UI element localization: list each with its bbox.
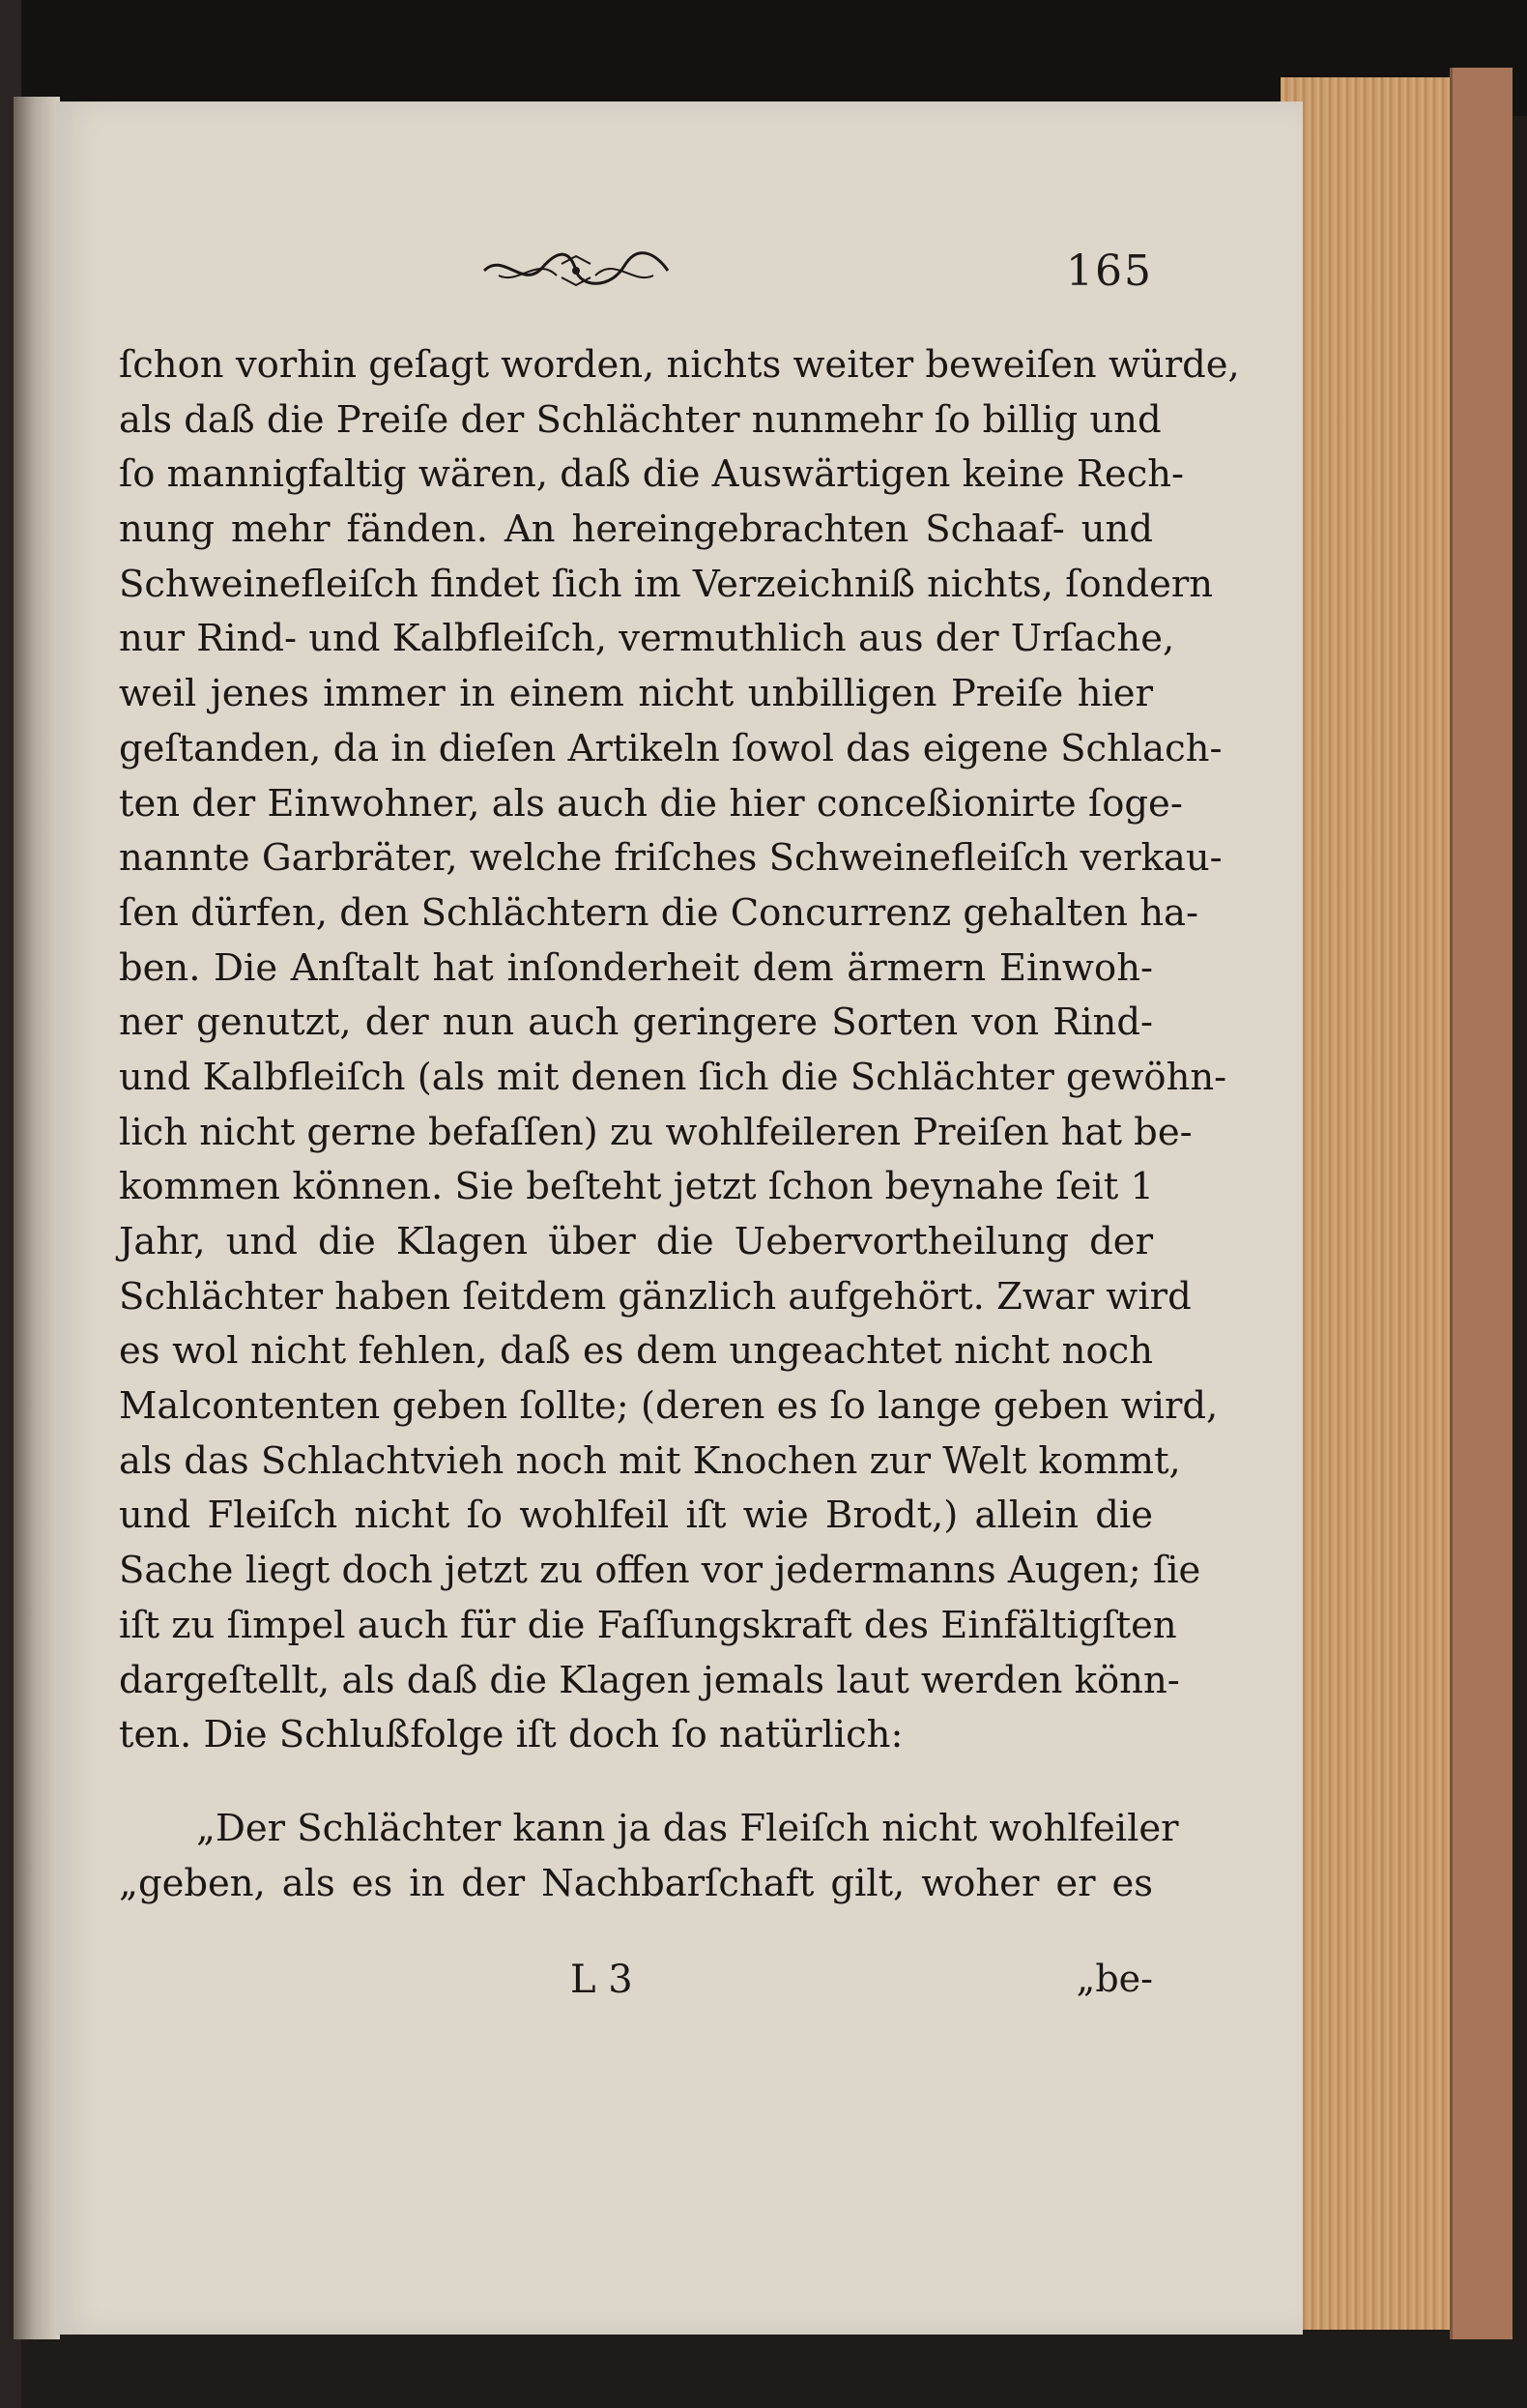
text-line: ſo mannigfaltig wären, daß die Auswärtigen keine Rech-	[119, 452, 1185, 497]
headpiece-ornament-icon	[479, 247, 673, 295]
text-line: nur Rind- und Kalbfleiſch, vermuthlich aus der Urſache,	[119, 617, 1175, 661]
text-line: lich nicht gerne befaſſen) zu wohlfeileren Preiſen hat be-	[119, 1110, 1193, 1154]
text-line: nannte Garbräter, welche friſches Schweinefleiſch verkau-	[119, 836, 1223, 881]
text-line: ben. Die Anſtalt hat inſonderheit dem ärmern Einwoh-	[119, 945, 1153, 990]
paragraph-gap	[119, 1763, 1153, 1802]
text-line: dargeſtellt, als daß die Klagen jemals laut werden könn-	[119, 1658, 1180, 1702]
quote-line: „Der Schlächter kann ja das Fleiſch nicht wohlfeiler	[196, 1806, 1179, 1850]
text-line: ſchon vorhin geſagt worden, nichts weiter beweiſen würde,	[119, 343, 1240, 387]
text-line: nung mehr fänden. An hereingebrachten Schaaf- und	[119, 508, 1153, 552]
text-line: ſen dürfen, den Schlächtern die Concurrenz gehalten ha-	[119, 890, 1198, 935]
text-line: es wol nicht fehlen, daß es dem ungeachtet nicht noch	[119, 1329, 1153, 1374]
text-line: iſt zu ſimpel auch für die Faſſungskraft des Einfältigſten	[119, 1603, 1177, 1647]
text-line: ten der Einwohner, als auch die hier conceßionirte ſoge-	[119, 781, 1183, 826]
text-line: ten. Die Schlußfolge iſt doch ſo natürlich:	[119, 1713, 904, 1757]
text-line: Schweinefleiſch findet ſich im Verzeichniß nichts, ſondern	[119, 562, 1214, 606]
page-header	[119, 247, 1153, 305]
signature-mark: L 3	[570, 1958, 633, 2002]
catchword: „be-	[1076, 1958, 1153, 2000]
text-line: geſtanden, da in dieſen Artikeln ſowol das eigene Schlach-	[119, 726, 1223, 770]
book-cover-edge	[1450, 68, 1513, 2339]
text-line: und Kalbfleiſch (als mit denen ſich die Schlächter gewöhn-	[119, 1055, 1227, 1099]
text-line: als das Schlachtvieh noch mit Knochen zur Welt kommt,	[119, 1438, 1181, 1483]
text-line: weil jenes immer in einem nicht unbilligen Preiſe hier	[119, 672, 1153, 716]
text-line: Schlächter haben ſeitdem gänzlich aufgehört. Zwar wird	[119, 1274, 1192, 1319]
text-line: und Fleiſch nicht ſo wohlfeil iſt wie Brodt,) allein die	[119, 1494, 1153, 1538]
left-page-edge	[14, 97, 60, 2339]
body-text	[119, 338, 1240, 1911]
quote-line: „geben, als es in der Nachbarſchaft gilt, woher er es	[119, 1861, 1153, 1905]
page-footer	[119, 1958, 1153, 2016]
page-number: 165	[1066, 247, 1153, 296]
text-line: Jahr, und die Klagen über die Uebervortheilung der	[119, 1220, 1153, 1263]
text-line: kommen können. Sie beſteht jetzt ſchon beynahe ſeit 1	[119, 1165, 1154, 1209]
text-line: ner genutzt, der nun auch geringere Sorten von Rind-	[119, 1001, 1153, 1045]
text-line: als daß die Preiſe der Schlächter nunmehr ſo billig und	[119, 397, 1162, 442]
text-line: Malcontenten geben ſollte; (deren es ſo lange geben wird,	[119, 1384, 1219, 1429]
text-line: Sache liegt doch jetzt zu offen vor jedermanns Augen; ſie	[119, 1549, 1201, 1593]
